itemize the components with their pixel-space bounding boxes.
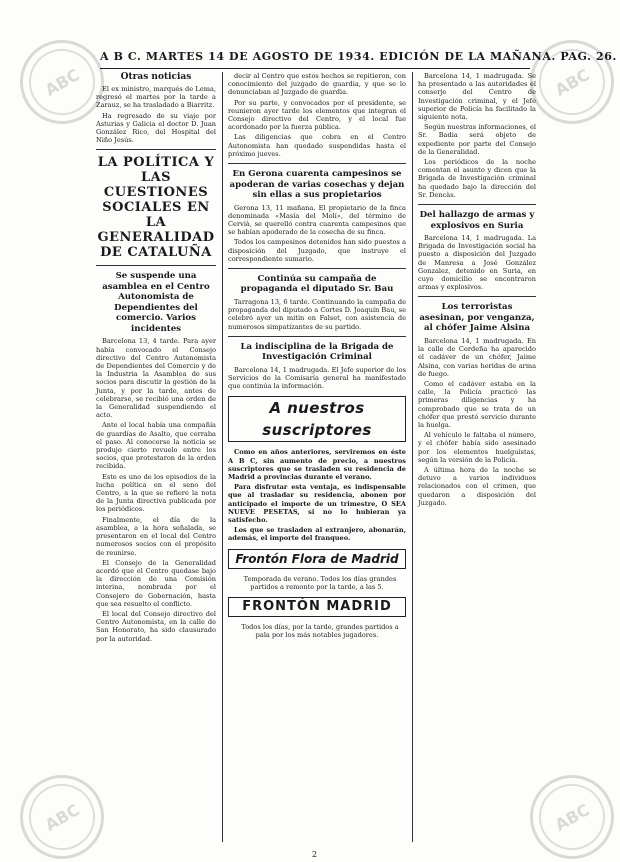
- paragraph: Este es uno de los episodios de la lucha política en el seno del Centro, a la que se refiere la nota de la Junta directiva publicada por los periódicos.: [96, 472, 216, 514]
- headline-politica-cataluna: LA POLÍTICA Y LAS CUESTIONES SOCIALES EN LA GENERALIDAD DE CATALUÑA: [97, 155, 215, 261]
- column-middle: [228, 72, 406, 842]
- paragraph: Ante el local había una compañía de guardias de Asalto, que cerraba el paso. Al conocerse la noticia se produjo cierto revuelo entre los socios, que protestaron de la orden recibida.: [96, 421, 216, 471]
- abc-watermark-stamp: ABC: [530, 40, 614, 124]
- divider: [96, 265, 216, 266]
- divider: [228, 336, 406, 337]
- paragraph: Los que se trasladen al extranjero, abonarán, además, el importe del franqueo.: [228, 526, 406, 543]
- paragraph: Barcelona 14, 1 madrugada. El Jefe superior de los Servicios de la Comisaría general ha manifestado que continúa la información.: [228, 365, 406, 391]
- header-divider: [100, 68, 530, 69]
- paragraph: Según nuestras informaciones, el Sr. Badia será objeto de expediente por parte del Consejo de la Generalidad.: [418, 123, 536, 156]
- paragraph: Las diligencias que cobra en el Centro Autonomista han quedado suspendidas hasta el próximo jueves.: [228, 133, 406, 158]
- column-divider: [222, 72, 223, 842]
- paragraph: Gerona 13, 11 mañana. El propietario de la finca denominada «Masía del Molí», del término de Cervià, se querelló contra cuarenta campesinos que se habían apoderado de la cosecha de su finca.: [228, 203, 406, 237]
- paragraph: El ex ministro, marqués de Lema, regresó el martes por la tarde a Zarauz, se ha trasladado a Biarritz.: [96, 85, 216, 110]
- paragraph: Para disfrutar esta ventaja, es indispensable que al trasladar su residencia, abonen por anticipado el importe de un trimestre, O SEA NUEVE PESETAS, si no lo hubieran ya satisfecho.: [228, 483, 406, 524]
- page-header: A B C. MARTES 14 DE AGOSTO DE 1934. EDICIÓN DE LA MAÑANA. PAG. 26.: [100, 50, 617, 63]
- headline-terroristas: Los terroristas asesinan, por venganza, al chófer Jaime Alsina: [419, 302, 535, 334]
- divider: [96, 149, 216, 150]
- paragraph: Como el cadáver estaba en la calle, la Policía practicó las primeras diligencias y ha comprobado que se trata de un chófer que prestó servicio durante la huelga.: [418, 379, 536, 429]
- paragraph: Por su parte, y convocados por el presidente, se reunieron ayer tarde los elementos que integran el Consejo directivo del Centro, y el local fue acordonado por la fuerza pública.: [228, 98, 406, 132]
- paragraph: Barcelona 13, 4 tarde. Para ayer había convocado el Consejo directivo del Centro Autonomista de Dependientes del Comercio y de la Industria la Asamblea de sus socios para discutir la gestión de la Junta, y por la tarde, antes de celebrarse, se recibió una orden de la Generalidad suspendiendo el acto.: [96, 337, 216, 420]
- banner-suscriptores: A nuestros suscriptores: [228, 396, 406, 442]
- headline-brigada: La indisciplina de la Brigada de Investigación Criminal: [240, 341, 394, 363]
- paragraph: Todos los días, por la tarde, grandes partidos a pala por los más notables jugadores.: [241, 623, 399, 640]
- paragraph: El local del Consejo directivo del Centro Autonomista, en la calle de San Honorato, ha sido clausurado por la autoridad.: [96, 609, 216, 643]
- paragraph: Barcelona 14, 1 madrugada. Se ha presentado a las autoridades el conserje del Centro de Investigación criminal, y el Jefe superior de Policía ha facilitado la siguiente nota.: [418, 72, 536, 122]
- paragraph: Al vehículo le faltaba el número, y el chófer había sido asesinado por los elementos huelguistas, según la versión de la Policía.: [418, 431, 536, 464]
- paragraph: Barcelona 14, 1 madrugada. En la calle de Cerdeña ha aparecido el cadáver de un chófer, Jaime Alsina, con varias heridas de arma de fuego.: [418, 336, 536, 378]
- banner-fronton-madrid: FRONTÓN MADRID: [228, 597, 406, 617]
- paragraph: A última hora de la noche se detuvo a varios individuos relacionados con el crimen, que quedaron a disposición del Juzgado.: [418, 466, 536, 507]
- divider: [228, 163, 406, 164]
- page-number: 2: [312, 850, 318, 859]
- paragraph: Temporada de verano. Todos los días grandes partidos a remonte por la tarde, a las 5.: [243, 574, 397, 591]
- paragraph: Todos los campesinos detenidos han sido puestos a disposición del Juzgado, que instruye el correspondiente sumario.: [228, 238, 406, 263]
- paragraph: Los periódicos de la noche comentan el asunto y dicen que la Brigada de Investigación criminal ha quedado bajo la dirección del Sr. Dencàs.: [418, 158, 536, 199]
- headline-campana-bau: Continúa su campaña de propaganda el diputado Sr. Bau: [240, 273, 394, 295]
- abc-watermark-stamp: ABC: [20, 40, 104, 124]
- headline-gerona: En Gerona cuarenta campesinos se apoderan de varias cosechas y dejan sin ellas a sus propietarios: [229, 169, 405, 201]
- column-right: [418, 72, 536, 842]
- abc-watermark-stamp: ABC: [20, 775, 104, 859]
- paragraph: Ha regresado de su viaje por Asturias y Galicia el doctor D. Juan González Rico, del Hospital del Niño Jesús.: [96, 111, 216, 145]
- divider: [228, 268, 406, 269]
- subheadline-asamblea: Se suspende una asamblea en el Centro Autonomista de Dependientes del comercio. Varios incidentes: [102, 271, 210, 334]
- divider: [418, 204, 536, 205]
- paragraph: decir al Centro que estos hechos se repitieron, con conocimiento del juzgado de guardia, y que se lo denunciaban al Juzgado de guardia.: [228, 72, 406, 97]
- divider: [418, 296, 536, 297]
- abc-watermark-stamp: ABC: [530, 775, 614, 859]
- section-title-otras-noticias: Otras noticias: [120, 72, 192, 82]
- paragraph: Barcelona 14, 1 madrugada. La Brigada de Investigación social ha puesto a disposición del Juzgado de Manresa a José González Gonzalez, detenido en Suria, en cuyo domicilio se encontraron armas y explosivos.: [418, 234, 536, 292]
- banner-fronton-flora: Frontón Flora de Madrid: [228, 549, 406, 569]
- paragraph: Como en años anteriores, serviremos en éste A B C, sin aumento de precio, a nuestros suscriptores que se trasladen su residencia de Madrid a provincias durante el verano.: [228, 448, 406, 481]
- paragraph: Finalmente, el día de la asamblea, a la hora señalada, se presentaron en el local del Centro numerosos socios con el propósito de reunirse.: [96, 515, 216, 557]
- paragraph: Tarragona 13, 6 tarde. Continuando la campaña de propaganda del diputado a Cortes D. Joaquín Bau, se celebró ayer un mitin en Falset, con asistencia de numerosos simpatizantes de su partido.: [228, 297, 406, 331]
- column-divider: [412, 72, 413, 842]
- headline-armas-suria: Del hallazgo de armas y explosivos en Suria: [419, 210, 535, 231]
- column-left: [96, 72, 216, 842]
- paragraph: El Consejo de la Generalidad acordó que el Centro quedase bajo la dirección de una Comisión interina, nombrada por el Consejero de Gobernación, hasta que sea resuelto el conflicto.: [96, 558, 216, 608]
